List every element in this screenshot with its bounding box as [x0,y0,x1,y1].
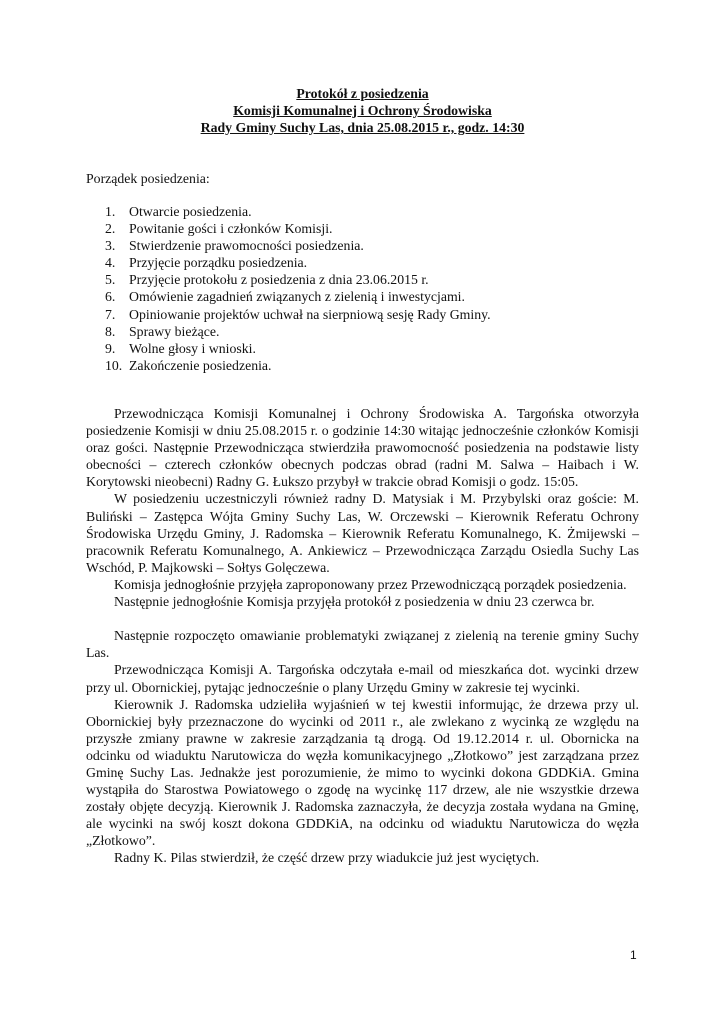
paragraph-opening: Przewodnicząca Komisji Komunalnej i Ochrony Środowiska A. Targońska otworzyła posiedzenie Komisji w dniu 25.08.2015 r. o godzinie 14:30 witając jednocześnie członków Komisji oraz gości. Następnie Przewodnicząca stwierdziła prawomocność posiedzenia na podstawie listy obecności – czterech członków obecnych podczas obrad (radni M. Salwa – Haibach i W. Korytowski nieobecni) Radny G. Łukszo przybył w trakcie obrad Komisji o godz. 15:05. [86,406,639,490]
agenda-item-text: Wolne głosy i wnioski. [129,340,256,356]
title-line-1: Protokół z posiedzenia [296,86,429,101]
agenda-item-number: 10. [105,357,123,373]
agenda-item [86,237,491,254]
page-number: 1 [630,948,637,962]
agenda-item-text: Sprawy bieżące. [129,323,220,339]
agenda-item-number: 6. [105,289,116,305]
agenda-item [86,271,491,288]
agenda-item [86,357,491,374]
agenda-item [86,220,491,237]
agenda-item-text: Otwarcie posiedzenia. [129,204,252,219]
agenda-heading: Porządek posiedzenia: [86,171,210,186]
agenda-item [86,306,491,323]
agenda-item [86,340,491,357]
title-line-3: Rady Gminy Suchy Las, dnia 25.08.2015 r., godz. 14:30 [200,120,525,135]
agenda-item-number: 4. [105,255,116,271]
agenda-item-number: 5. [105,272,116,288]
paragraph-agenda-adopted: Komisja jednogłośnie przyjęła zaproponowany przez Przewodniczącą porządek posiedzenia. [114,576,627,592]
agenda-item-number: 8. [105,323,116,339]
paragraph-minutes-adopted: Następnie jednogłośnie Komisja przyjęła protokół z posiedzenia w dniu 23 czerwca br. [114,594,595,610]
agenda-item-number: 2. [105,221,116,237]
agenda-item [86,323,491,340]
agenda-item-number: 3. [105,238,116,254]
paragraph-pilas: Radny K. Pilas stwierdził, że część drzew przy wiadukcie już jest wyciętych. [114,850,540,866]
document-body [86,405,639,867]
agenda-item-text: Przyjęcie porządku posiedzenia. [129,255,308,271]
agenda-item-text: Opiniowanie projektów uchwał na sierpniową sesję Rady Gminy. [129,306,491,322]
agenda-item-number: 1. [105,204,116,219]
paragraph-explanation: Kierownik J. Radomska udzieliła wyjaśnień w tej kwestii informując, że drzewa przy ul. Obornickiej były przeznaczone do wycinki od 2011 r., ale zwlekano z wycinką ze względu na przyszłe zmiany prawne w zakresie zarządzania tą drogą. Od 19.12.2014 r. ul. Obornicka na odcinku od wiaduktu Narutowicza do węzła komunikacyjnego „Złotkowo” jest zarządzana przez Gminę Suchy Las. Jednakże jest porozumienie, że mimo to wycinki dokona GDDKiA. Gmina wystąpiła do Starostwa Powiatowego o zgodę na wycinkę 117 drzew, ale nie wszystkie drzewa zostały objęte decyzją. Kierownik J. Radomska zaznaczyła, że decyzja została wydana na Gminę, ale wycinki na swój koszt dokona GDDKiA, na odcinku od wiaduktu Narutowicza do węzła „Złotkowo”. [86,696,639,849]
agenda-list [86,203,491,374]
agenda-item-text: Przyjęcie protokołu z posiedzenia z dnia 23.06.2015 r. [129,272,429,288]
document-title [0,85,725,136]
title-line-2: Komisji Komunalnej i Ochrony Środowiska [233,103,492,118]
agenda-item-text: Stwierdzenie prawomocności posiedzenia. [129,238,364,254]
agenda-item-text: Zakończenie posiedzenia. [129,357,272,373]
paragraph-participants: W posiedzeniu uczestniczyli również radny D. Matysiak i M. Przybylski oraz goście: M. Buliński – Zastępca Wójta Gminy Suchy Las, W. Orczewski – Kierownik Referatu Ochrony Środowiska Urzędu Gminy, J. Radomska – Kierownik Referatu Komunalnego, K. Żmijewski – pracownik Referatu Komunalnego, A. Ankiewicz – Przewodnicząca Zarządu Osiedla Suchy Las Wschód, P. Majkowski – Sołtys Golęczewa. [86,491,639,575]
agenda-item [86,254,491,271]
paragraph-email: Przewodnicząca Komisji A. Targońska odczytała e-mail od mieszkańca dot. wycinki drzew przy ul. Obornickiej, pytając jednocześnie o plany Urzędu Gminy w zakresie tej wycinki. [86,662,639,695]
paragraph-greenery-topic: Następnie rozpoczęto omawianie problematyki związanej z zielenią na terenie gminy Suchy Las. [86,628,639,661]
paragraph-spacer [86,610,639,627]
agenda-item-number: 9. [105,340,116,356]
agenda-item-number: 7. [105,306,116,322]
agenda-item [86,203,491,220]
agenda-item [86,288,491,305]
agenda-item-text: Powitanie gości i członków Komisji. [129,221,333,237]
agenda-item-text: Omówienie zagadnień związanych z zielenią i inwestycjami. [129,289,465,305]
